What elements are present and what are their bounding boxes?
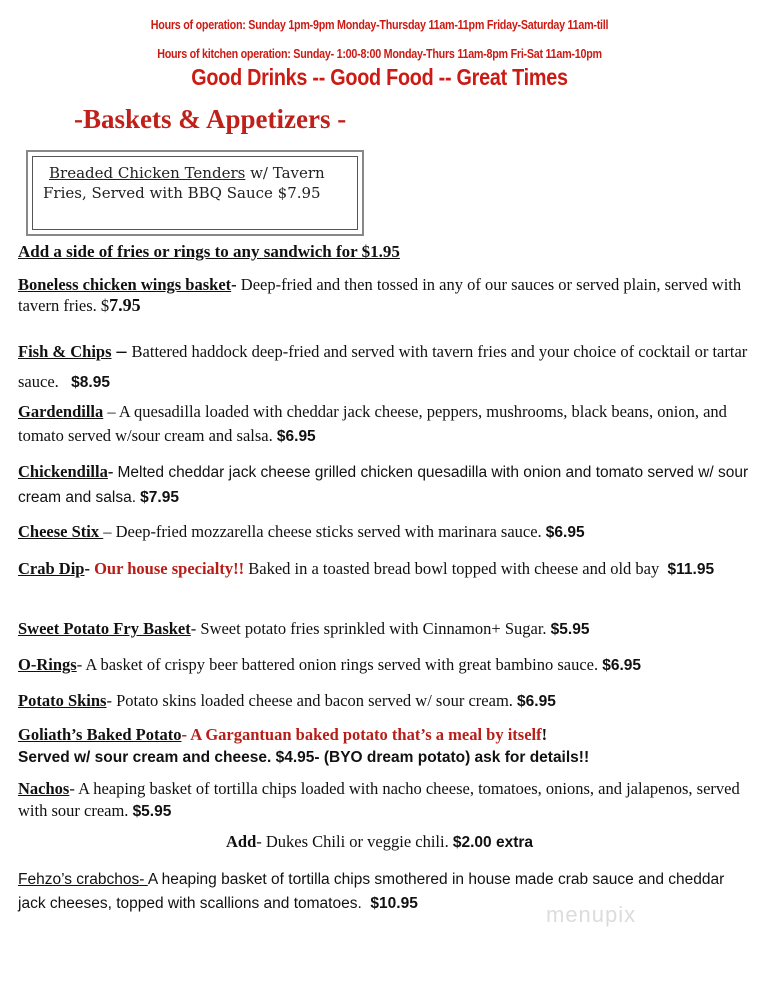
item-name: Gardendilla: [18, 402, 104, 421]
item-price: $5.95: [550, 621, 590, 638]
add-label: Add: [225, 832, 257, 851]
item-exclamation: !: [541, 725, 548, 744]
item-name: Crab Dip: [18, 559, 85, 578]
add-description: - Dukes Chili or veggie chili.: [256, 832, 449, 851]
item-separator: -: [69, 779, 79, 798]
item-description: A basket of crispy beer battered onion rings served with great bambino sauce.: [85, 655, 599, 674]
item-highlight: A Gargantuan baked potato that’s a meal by itself: [190, 725, 542, 744]
menu-item-wings: [18, 274, 753, 316]
item-name: Chickendilla: [18, 462, 108, 481]
item-highlight: Our house specialty!!: [94, 559, 245, 578]
item-description: Deep-fried mozzarella cheese sticks served with marinara sauce.: [115, 522, 542, 541]
item-description: Melted cheddar jack cheese grilled chicken quesadilla with onion and tomato served w/ sour cream and salsa.: [18, 464, 749, 506]
item-separator: –: [111, 340, 132, 362]
menu-item-crab-dip: [18, 557, 753, 582]
item-price: $6.95: [517, 693, 556, 710]
item-description: Battered haddock deep-fried and served with tavern fries and your choice of cocktail or tartar sauce.: [18, 342, 748, 391]
menu-item-nachos: [18, 778, 753, 823]
item-price: $6.95: [545, 524, 585, 541]
tagline: Good Drinks -- Good Food -- Great Times: [191, 64, 568, 90]
item-description: A heaping basket of tortilla chips loaded with nacho cheese, tomatoes, onions, and jalapenos, served with sour cream.: [18, 779, 740, 820]
item-separator: -: [231, 275, 237, 294]
item-name: Boneless chicken wings basket: [18, 275, 232, 294]
item-description: A quesadilla loaded with cheddar jack cheese, peppers, mushrooms, black beans, onion, and tomato served w/sour cream and salsa.: [18, 402, 727, 445]
menu-item-chickendilla: [18, 460, 753, 510]
item-separator: -: [181, 725, 191, 744]
featured-item-line2: Fries, Served with BBQ Sauce $7.95: [43, 184, 321, 202]
item-name: Goliath’s Baked Potato: [18, 725, 182, 744]
item-description: A heaping basket of tortilla chips smothered in house made crab sauce and cheddar jack cheeses, topped with scallions and tomatoes.: [18, 871, 725, 912]
item-separator: -: [84, 559, 95, 578]
hours-of-operation: Hours of operation: Sunday 1pm-9pm Monday-Thursday 11am-11pm Friday-Saturday 11am-till: [150, 18, 609, 32]
menu-item-potato-skins: [18, 690, 753, 712]
menu-item-crabchos: [18, 868, 753, 916]
item-description: Potato skins loaded cheese and bacon served w/ sour cream.: [116, 691, 513, 710]
menu-item-sweet-potato: [18, 618, 753, 640]
item-name: Cheese Stix: [18, 522, 104, 541]
featured-item-line1: w/ Tavern: [245, 164, 325, 182]
item-name: Nachos: [18, 779, 70, 798]
item-price: $5.95: [132, 803, 172, 820]
item-price: $6.95: [602, 657, 642, 674]
menu-item-fish: [18, 336, 753, 398]
kitchen-hours: Hours of kitchen operation: Sunday- 1:00-8:00 Monday-Thurs 11am-8pm Fri-Sat 11am-10pm: [157, 47, 602, 61]
item-separator: -: [107, 462, 118, 481]
item-separator: –: [103, 402, 119, 421]
item-description: Baked in a toasted bread bowl topped with cheese and old bay: [244, 559, 660, 578]
item-name: Potato Skins: [18, 691, 107, 710]
item-name: Sweet Potato Fry Basket: [18, 619, 191, 638]
menu-item-goliath: [18, 724, 753, 769]
item-separator: –: [103, 522, 116, 541]
item-price: 7.95: [109, 295, 141, 315]
item-separator: -: [106, 691, 117, 710]
item-price: $11.95: [667, 561, 715, 578]
item-price: $6.95: [276, 428, 316, 445]
featured-item-box: [26, 150, 364, 236]
menu-item-gardendilla: [18, 400, 753, 449]
item-price: $7.95: [140, 489, 179, 506]
item-name: O-Rings: [18, 655, 77, 674]
item-separator: -: [190, 619, 201, 638]
item-price: $8.95: [71, 374, 110, 391]
side-note: Add a side of fries or rings to any sandwich for $1.95: [18, 242, 400, 261]
watermark-logo: menupix: [546, 902, 637, 927]
item-name: Fish & Chips: [18, 342, 112, 361]
featured-item-name: Breaded Chicken Tenders: [49, 164, 246, 182]
item-name: Fehzo’s crabchos-: [18, 871, 148, 888]
item-description: Sweet potato fries sprinkled with Cinnamon+ Sugar.: [200, 619, 547, 638]
add-chili-line: [0, 831, 759, 853]
item-separator: -: [76, 655, 86, 674]
item-description: Served w/ sour cream and cheese. $4.95- (BYO dream potato) ask for details!!: [18, 749, 590, 766]
add-price: $2.00 extra: [452, 834, 534, 851]
item-description: Deep-fried and then tossed in any of our sauces or served plain, served with tavern fries. $: [18, 275, 742, 315]
menu-item-cheese-stix: [18, 521, 753, 543]
menu-item-o-rings: [18, 654, 753, 676]
section-title: -Baskets & Appetizers -: [74, 104, 347, 134]
item-price: $10.95: [370, 895, 418, 912]
